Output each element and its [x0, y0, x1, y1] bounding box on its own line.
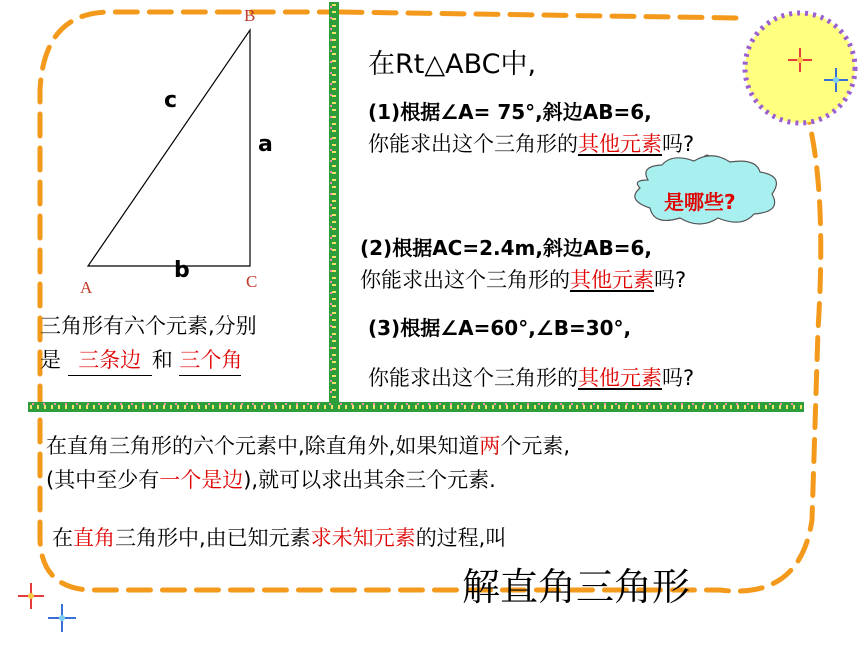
- question-2-prefix: 你能求出这个三角形的: [360, 268, 570, 292]
- definition-part-3: 的过程,叫: [415, 526, 507, 550]
- definition-sentence: [52, 522, 506, 552]
- sparkle-icon: [18, 583, 44, 609]
- term-solve-right-triangle: 解直角三角形: [462, 565, 691, 609]
- right-triangle: [88, 30, 250, 266]
- blank-three-sides: 三条边: [68, 345, 152, 376]
- vertex-a-label: A: [80, 278, 93, 297]
- definition-part-2: 三角形中,由已知元素: [115, 526, 311, 550]
- question-1-highlight: 其他元素: [578, 132, 662, 156]
- question-3-suffix: 吗?: [662, 366, 695, 390]
- conclusion-line1-suffix: 个元素,: [500, 434, 571, 458]
- side-c-label: c: [164, 88, 178, 113]
- definition-highlight-right-angle: 直角: [73, 526, 115, 550]
- side-a-label: a: [258, 132, 273, 157]
- conclusion-line2-suffix: ),就可以求出其余三个元素.: [243, 468, 496, 492]
- elements-note-prefix: 是: [40, 348, 61, 372]
- question-2-line2: [360, 264, 686, 294]
- conclusion-line1-highlight: 两: [479, 434, 501, 458]
- vertex-c-label: C: [246, 272, 258, 291]
- question-3-prefix: 你能求出这个三角形的: [368, 366, 578, 390]
- definition-highlight-unknown: 求未知元素: [310, 526, 416, 550]
- question-2-highlight: 其他元素: [570, 268, 654, 292]
- question-3-highlight: 其他元素: [578, 366, 662, 390]
- conclusion-line1: [46, 430, 570, 460]
- blank-three-angles: 三个角: [179, 345, 241, 376]
- elements-note-line2: [40, 344, 241, 376]
- conclusion-line1-prefix: 在直角三角形的六个元素中,除直角外,如果知道: [46, 434, 480, 458]
- question-2-line1: (2)根据AC=2.4m,斜边AB=6,: [360, 236, 652, 260]
- side-b-label: b: [174, 258, 190, 283]
- page-title: 在Rt△ABC中,: [368, 49, 537, 80]
- question-1-line2: [368, 128, 694, 158]
- conclusion-line2: [46, 464, 496, 494]
- definition-part-1: 在: [52, 526, 73, 550]
- elements-note-connector: 和: [151, 348, 173, 372]
- question-3-line2: [368, 362, 694, 392]
- bubble-text: 是哪些?: [664, 190, 736, 214]
- sparkle-icon: [48, 604, 76, 632]
- question-1-suffix: 吗?: [662, 132, 695, 156]
- question-3-line1: (3)根据∠A=60°,∠B=30°,: [368, 316, 632, 340]
- conclusion-line2-prefix: (其中至少有: [46, 468, 160, 492]
- question-2-suffix: 吗?: [654, 268, 687, 292]
- vertex-b-label: B: [244, 6, 256, 25]
- conclusion-line2-highlight: 一个是边: [159, 468, 244, 492]
- question-1-line1: (1)根据∠A= 75°,斜边AB=6,: [368, 100, 652, 124]
- question-1-prefix: 你能求出这个三角形的: [368, 132, 578, 156]
- elements-note-line1: 三角形有六个元素,分别: [40, 314, 257, 338]
